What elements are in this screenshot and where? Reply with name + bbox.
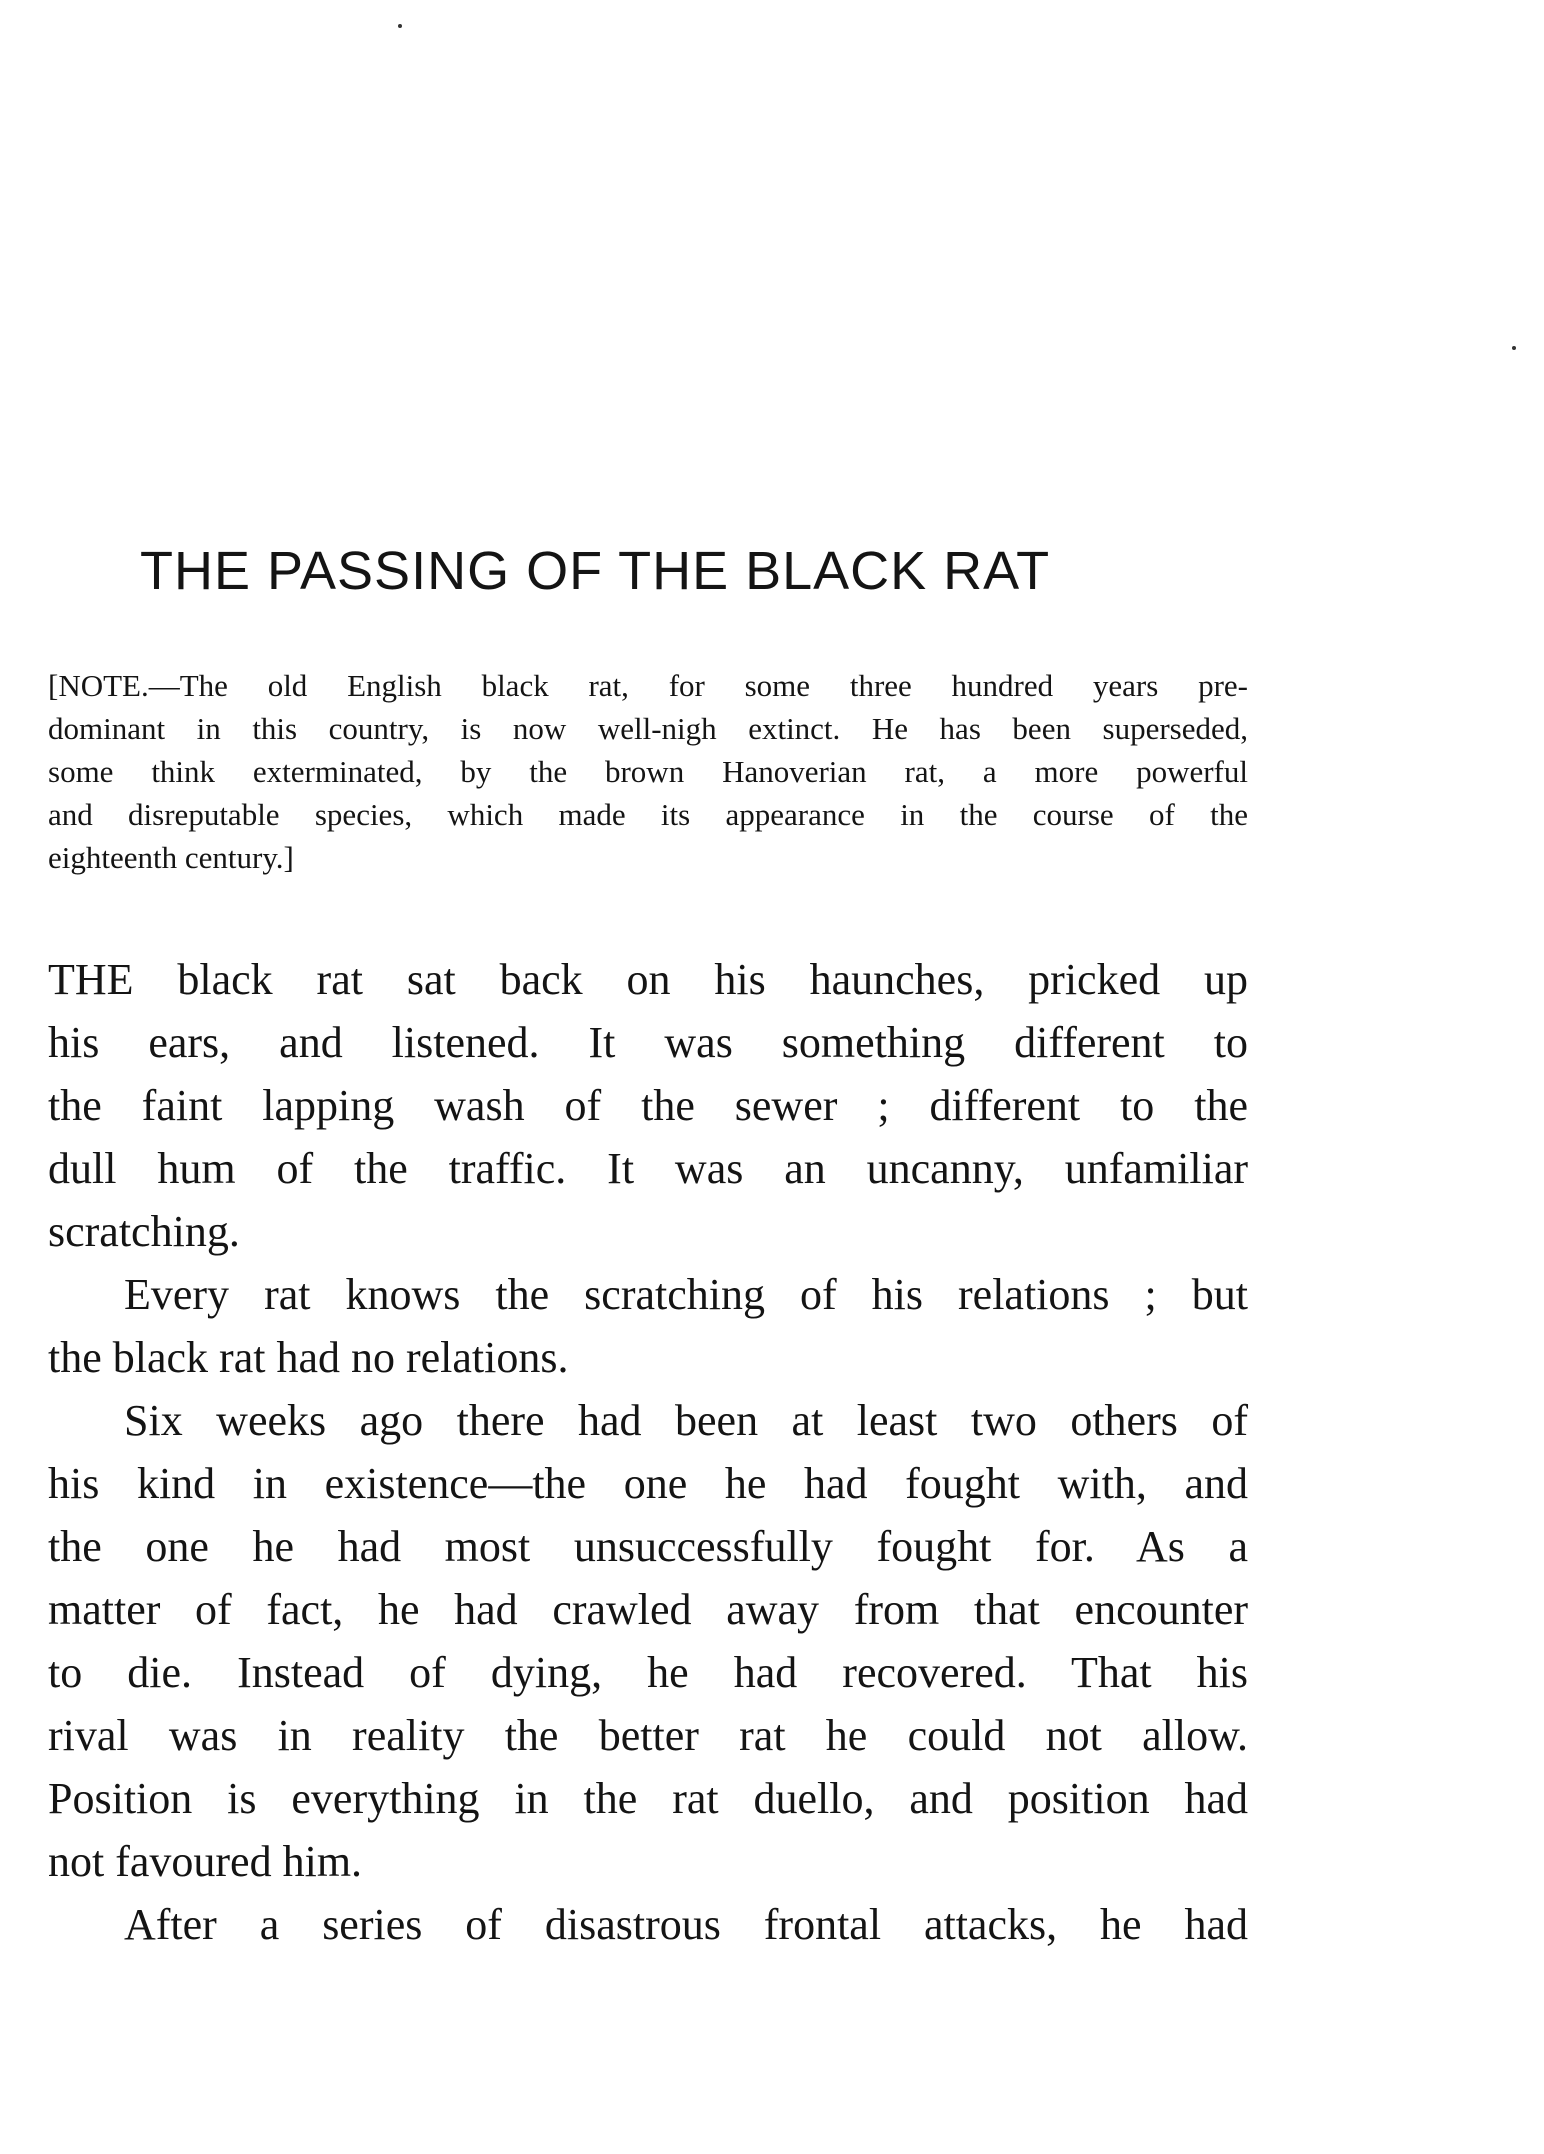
chapter-title: THE PASSING OF THE BLACK RAT	[140, 541, 1051, 601]
text-line: After a series of disastrous frontal attacks, he had	[124, 1900, 1248, 1949]
story-body	[48, 948, 1248, 1956]
text-line: the faint lapping wash of the sewer ; different to the	[48, 1081, 1248, 1130]
paragraph-4	[48, 1893, 1248, 1956]
text-line: the black rat had no relations.	[48, 1333, 569, 1382]
text-line: Position is everything in the rat duello, and position had	[48, 1774, 1248, 1823]
text-line: matter of fact, he had crawled away from that encounter	[48, 1585, 1248, 1634]
ink-speck	[398, 24, 402, 28]
text-line: scratching.	[48, 1207, 240, 1256]
note-line: and disreputable species, which made its appearance in the course of the	[48, 797, 1248, 832]
ink-speck	[1512, 346, 1516, 350]
text-line: not favoured him.	[48, 1837, 363, 1886]
text-line: Six weeks ago there had been at least two others of	[124, 1396, 1248, 1445]
note-line: some think exterminated, by the brown Hanoverian rat, a more powerful	[48, 754, 1248, 789]
text-line: his kind in existence—the one he had fought with, and	[48, 1459, 1248, 1508]
text-line: THE black rat sat back on his haunches, pricked up	[48, 955, 1248, 1004]
text-line: Every rat knows the scratching of his relations ; but	[124, 1270, 1248, 1319]
text-line: the one he had most unsuccessfully fought for. As a	[48, 1522, 1248, 1571]
text-line: his ears, and listened. It was something different to	[48, 1018, 1248, 1067]
paragraph-3	[48, 1389, 1248, 1893]
text-line: to die. Instead of dying, he had recovered. That his	[48, 1648, 1248, 1697]
text-line: rival was in reality the better rat he could not allow.	[48, 1711, 1248, 1760]
text-line: dull hum of the traffic. It was an uncanny, unfamiliar	[48, 1144, 1248, 1193]
note-line: eighteenth century.]	[48, 840, 294, 875]
note-line: dominant in this country, is now well-nigh extinct. He has been superseded,	[48, 711, 1248, 746]
note-line: [NOTE.—The old English black rat, for some three hundred years pre-	[48, 668, 1248, 703]
editorial-note	[48, 664, 1248, 879]
paragraph-2	[48, 1263, 1248, 1389]
paragraph-1	[48, 948, 1248, 1263]
